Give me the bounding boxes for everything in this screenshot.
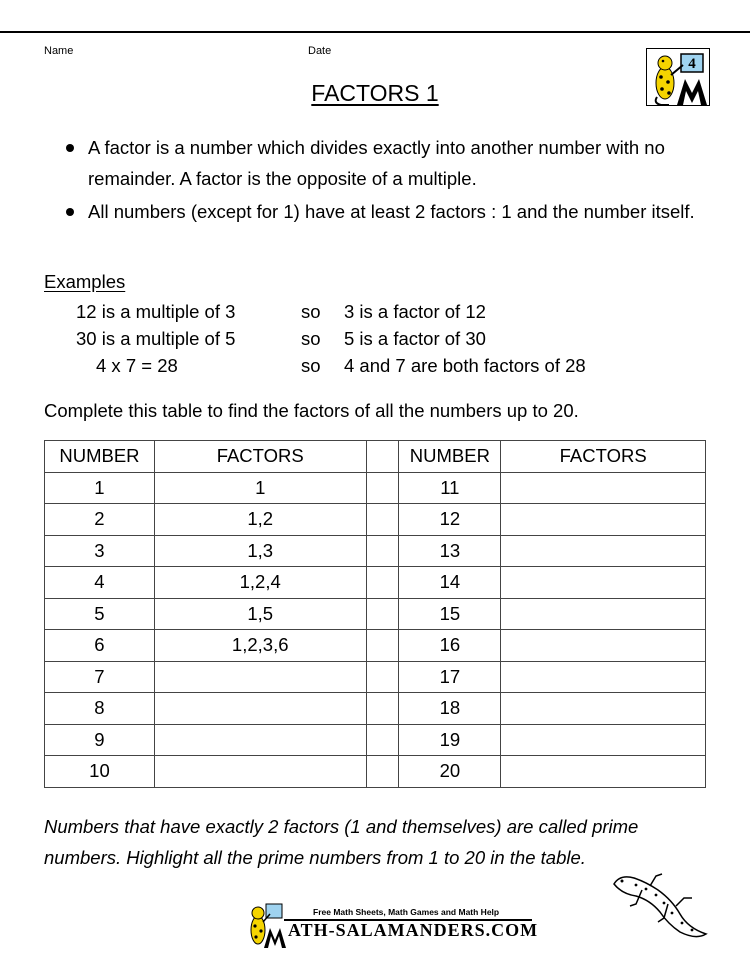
table-gap-cell <box>366 630 399 662</box>
table-gap-cell <box>366 661 399 693</box>
number-cell: 2 <box>45 504 155 536</box>
number-cell: 16 <box>399 630 501 662</box>
number-cell: 1 <box>45 472 155 504</box>
example-right: 3 is a factor of 12 <box>344 301 486 322</box>
example-left: 12 is a multiple of 3 <box>76 301 236 322</box>
factors-cell[interactable]: 1,2,4 <box>154 567 366 599</box>
table-gap-cell <box>366 472 399 504</box>
date-label: Date <box>308 45 332 57</box>
factors-cell[interactable] <box>501 724 706 756</box>
footer-tagline: Free Math Sheets, Math Games and Math Help <box>313 907 500 917</box>
number-cell: 15 <box>399 598 501 630</box>
number-cell: 12 <box>399 504 501 536</box>
factors-cell[interactable] <box>154 661 366 693</box>
factors-cell[interactable] <box>501 598 706 630</box>
example-so: so <box>301 301 321 322</box>
number-cell: 11 <box>399 472 501 504</box>
number-cell: 14 <box>399 567 501 599</box>
table-row <box>45 504 706 536</box>
examples-heading: Examples <box>44 271 126 292</box>
table-row <box>45 598 706 630</box>
table-row <box>45 567 706 599</box>
header-number: NUMBER <box>399 441 501 473</box>
example-right: 4 and 7 are both factors of 28 <box>344 355 586 376</box>
footer-logo <box>244 900 539 950</box>
table-row <box>45 472 706 504</box>
number-cell: 9 <box>45 724 155 756</box>
factors-cell[interactable]: 1,3 <box>154 535 366 567</box>
footer-brand: ATH-SALAMANDERS.COM <box>288 920 539 940</box>
number-cell: 3 <box>45 535 155 567</box>
factors-cell[interactable] <box>154 724 366 756</box>
factors-cell[interactable] <box>501 693 706 725</box>
name-label: Name <box>44 45 74 57</box>
number-cell: 5 <box>45 598 155 630</box>
factors-cell[interactable]: 1 <box>154 472 366 504</box>
table-row <box>45 693 706 725</box>
table-gap-cell <box>366 535 399 567</box>
table-row <box>45 724 706 756</box>
factors-cell[interactable] <box>501 630 706 662</box>
salamander-illustration-icon <box>606 870 716 945</box>
prime-instruction: Numbers that have exactly 2 factors (1 and themselves) are called prime numbers. Highlight all the prime numbers from 1 to 20 in the table. <box>44 816 639 868</box>
table-gap-cell <box>366 756 399 788</box>
factors-cell[interactable] <box>501 504 706 536</box>
example-so: so <box>301 328 321 349</box>
header-rule <box>0 31 750 33</box>
table-gap-cell <box>366 598 399 630</box>
table-gap-cell <box>366 441 399 473</box>
factors-cell[interactable] <box>501 661 706 693</box>
factors-cell[interactable] <box>501 535 706 567</box>
example-left: 30 is a multiple of 5 <box>76 328 236 349</box>
factors-cell[interactable] <box>501 756 706 788</box>
definition-list <box>66 132 716 229</box>
number-cell: 6 <box>45 630 155 662</box>
grade-badge: 4 <box>688 56 696 72</box>
factors-cell[interactable]: 1,2 <box>154 504 366 536</box>
table-gap-cell <box>366 724 399 756</box>
table-instruction: Complete this table to find the factors of all the numbers up to 20. <box>44 400 579 421</box>
table-gap-cell <box>366 567 399 599</box>
table-row <box>45 756 706 788</box>
factors-cell[interactable] <box>501 472 706 504</box>
number-cell: 10 <box>45 756 155 788</box>
example-left: 4 x 7 = 28 <box>96 355 178 376</box>
table-gap-cell <box>366 504 399 536</box>
number-cell: 13 <box>399 535 501 567</box>
factors-cell[interactable]: 1,5 <box>154 598 366 630</box>
example-row <box>0 328 750 354</box>
bullet-item: All numbers (except for 1) have at least 2 factors : 1 and the number itself. <box>66 196 716 227</box>
header-factors: FACTORS <box>501 441 706 473</box>
factors-table <box>44 440 706 788</box>
number-cell: 19 <box>399 724 501 756</box>
table-row <box>45 535 706 567</box>
table-row <box>45 661 706 693</box>
bullet-item: A factor is a number which divides exactly into another number with no remainder. A factor is the opposite of a multiple. <box>66 132 716 194</box>
table-header-row <box>45 441 706 473</box>
factors-cell[interactable]: 1,2,3,6 <box>154 630 366 662</box>
header-factors: FACTORS <box>154 441 366 473</box>
number-cell: 17 <box>399 661 501 693</box>
header-number: NUMBER <box>45 441 155 473</box>
table-gap-cell <box>366 693 399 725</box>
example-row <box>0 301 750 327</box>
example-row <box>0 355 750 381</box>
factors-cell[interactable] <box>154 693 366 725</box>
number-cell: 8 <box>45 693 155 725</box>
table-row <box>45 630 706 662</box>
number-cell: 18 <box>399 693 501 725</box>
factors-cell[interactable] <box>501 567 706 599</box>
example-right: 5 is a factor of 30 <box>344 328 486 349</box>
example-so: so <box>301 355 321 376</box>
number-cell: 7 <box>45 661 155 693</box>
factors-cell[interactable] <box>154 756 366 788</box>
number-cell: 20 <box>399 756 501 788</box>
page-title: FACTORS 1 <box>311 80 439 106</box>
number-cell: 4 <box>45 567 155 599</box>
